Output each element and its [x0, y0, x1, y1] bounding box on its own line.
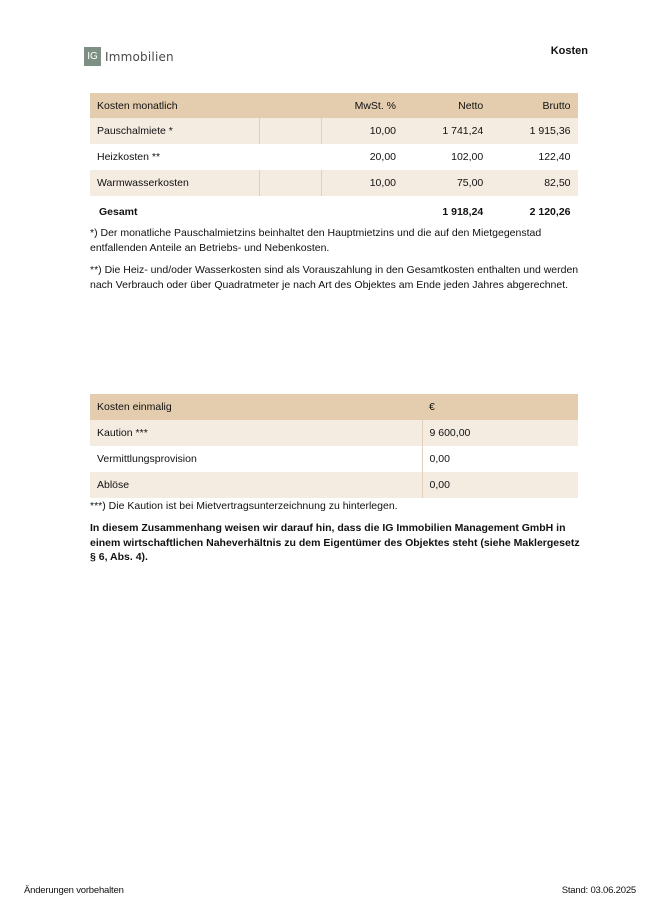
footer-date: Stand: 03.06.2025 — [561, 885, 636, 896]
column-header-net: Netto — [458, 99, 484, 112]
column-header-euro: € — [429, 401, 435, 413]
row-value: 0,00 — [422, 446, 578, 472]
footnote-flat-rent: *) Der monatliche Pauschalmietzins beinhaltet den Hauptmietzins und die auf den Mietgegenstad entfallenden Anteile an Betriebs- und Nebenkosten. — [90, 227, 542, 254]
table-row — [90, 446, 578, 472]
total-spacer — [259, 196, 321, 223]
table-row — [90, 472, 578, 498]
monthly-costs-table — [90, 93, 578, 223]
row-gross: 122,40 — [538, 151, 571, 163]
total-net: 1 918,24 — [442, 206, 484, 218]
footnote-heating: **) Die Heiz- und/oder Wasserkosten sind als Vorauszahlung in den Gesamtkosten enthalten und werden nach Verbrauch oder über Quadratmeter je nach Art des Objektes am Ende jeden Jahres abgerechnet. — [90, 264, 579, 291]
footnote-deposit: ***) Die Kaution ist bei Mietvertragsunterzeichnung zu hinterlegen. — [90, 500, 398, 512]
table-row — [90, 170, 578, 196]
column-header-spacer — [259, 93, 321, 118]
row-gross: 82,50 — [544, 177, 571, 189]
page-title: Kosten — [550, 45, 588, 57]
row-label: Warmwasserkosten — [97, 177, 189, 189]
disclosure-note: In diesem Zusammenhang weisen wir darauf hin, dass die IG Immobilien Management GmbH in einem wirtschaftlichen Naheverhältnis zu dem Eigentümer des Objektes steht (siehe Maklergesetz § 6, Abs. 4). — [90, 522, 580, 563]
row-spacer — [259, 144, 321, 170]
row-net: 102,00 — [451, 151, 484, 163]
one-time-costs-table — [90, 394, 578, 498]
logo-text: Immobilien — [105, 49, 174, 64]
row-label: Pauschalmiete * — [97, 125, 173, 137]
total-vat — [321, 196, 403, 223]
row-label: Vermittlungsprovision — [97, 453, 197, 465]
table-row — [90, 144, 578, 170]
row-vat: 10,00 — [321, 170, 403, 196]
footer-disclaimer: Änderungen vorbehalten — [24, 885, 124, 896]
row-gross: 1 915,36 — [529, 125, 571, 137]
row-spacer — [259, 170, 321, 196]
table-row — [90, 118, 578, 144]
row-net: 75,00 — [456, 177, 484, 189]
column-header-gross: Brutto — [542, 99, 571, 112]
row-net: 1 741,24 — [442, 125, 484, 137]
row-label: Ablöse — [97, 479, 130, 491]
company-logo — [84, 47, 174, 66]
row-vat: 10,00 — [321, 118, 403, 144]
table-header-row — [90, 93, 578, 118]
row-label: Kaution *** — [97, 427, 148, 439]
column-header-costs-one-time: Kosten einmalig — [97, 401, 172, 413]
logo-mark: IG — [84, 47, 101, 66]
total-row — [90, 196, 578, 223]
table-header-row — [90, 394, 578, 420]
total-gross: 2 120,26 — [529, 206, 571, 218]
row-value: 9 600,00 — [422, 420, 578, 446]
row-value: 0,00 — [422, 472, 578, 498]
row-label: Heizkosten ** — [97, 151, 161, 163]
row-vat: 20,00 — [369, 151, 396, 163]
total-label: Gesamt — [99, 206, 138, 218]
column-header-vat: MwSt. % — [354, 99, 396, 112]
table-row — [90, 420, 578, 446]
row-spacer — [259, 118, 321, 144]
column-header-costs-monthly: Kosten monatlich — [97, 99, 178, 112]
